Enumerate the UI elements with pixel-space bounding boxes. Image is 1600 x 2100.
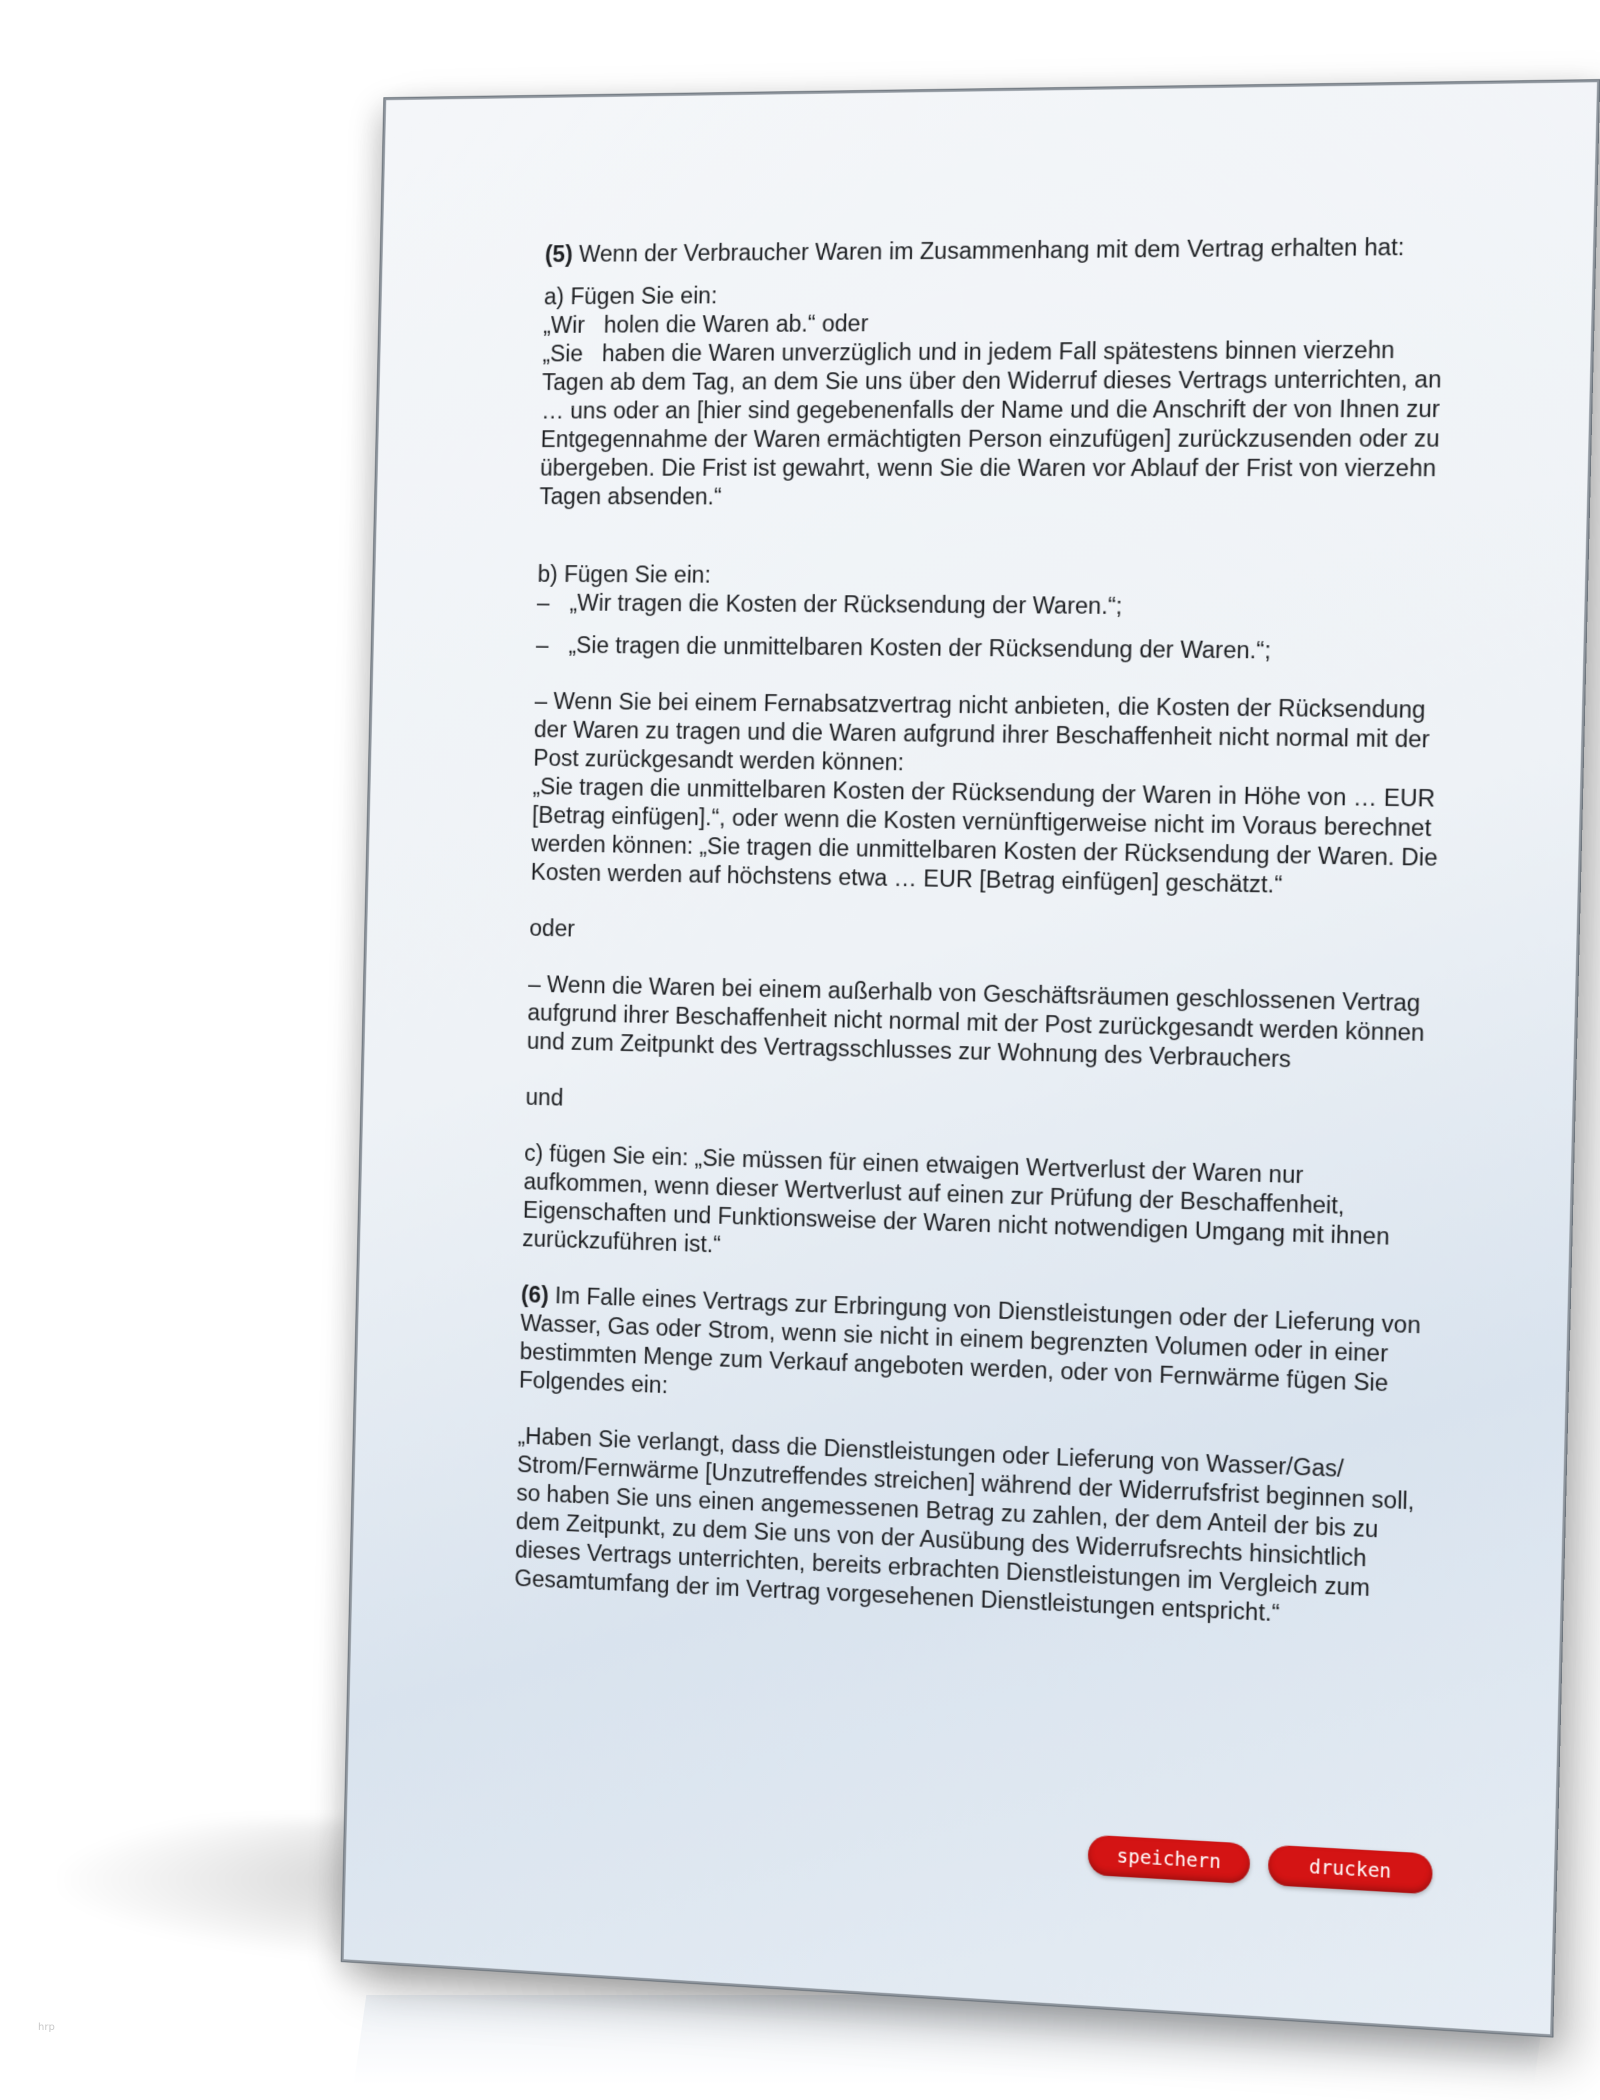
dash-bullet: – bbox=[536, 589, 550, 616]
option-a-title: a) Fügen Sie ein: bbox=[543, 282, 718, 310]
action-buttons bbox=[1088, 1835, 1433, 1895]
connector-oder: oder bbox=[529, 914, 576, 942]
dash-bullet: – bbox=[535, 631, 549, 658]
corner-watermark: hrp bbox=[38, 2022, 55, 2033]
document-body bbox=[514, 232, 1453, 1635]
section-5-intro: Wenn der Verbraucher Waren im Zusammenhang mit dem Vertrag erhalten hat: bbox=[572, 233, 1405, 267]
connector-und: und bbox=[525, 1083, 564, 1111]
save-button[interactable]: speichern bbox=[1088, 1835, 1251, 1884]
document-page bbox=[342, 80, 1600, 2036]
section-6-intro: Im Falle eines Vertrags zur Erbringung von Dienstleistungen oder der Lieferung von Wasser, Gas oder Strom, wenn sie nicht in einem begrenzten Volumen oder in einer bestimmten Menge zum Verkauf angeboten werden, oder von Fernwärme fügen Sie Folgendes ein: bbox=[518, 1282, 1422, 1399]
option-b-case-2: – Wenn die Waren bei einem außerhalb von Geschäftsräumen geschlossenen Vertrag aufgrund ihrer Beschaffenheit nicht normal mit der Post zurückgesandt werden können und zum Zeitpunkt des Vertragsschlusses zur Wohnung des Verbrauchers bbox=[526, 970, 1425, 1073]
option-a-line-2: „Sie haben die Waren unverzüglich und in jedem Fall spätestens binnen vierzehn Tagen ab dem Tag, an dem Sie uns über den Widerruf dieses Vertrags unterrichten, an … uns oder an [hier sind gegebenenfalls der Name und die Anschrift der von Ihnen zur Entgegennahme der Waren ermächtigten Person einzufügen] zurückzusenden oder zu übergeben. Die Frist ist gewahrt, wenn Sie die Waren vor Ablauf der Frist von vierzehn Tagen absenden.“ bbox=[539, 336, 1449, 510]
option-b-title: b) Fügen Sie ein: bbox=[537, 561, 712, 588]
option-c-text: c) fügen Sie ein: „Sie müssen für einen etwaigen Wertverlust der Waren nur aufkommen, wenn dieser Wertverlust auf einen zur Prüfung der Beschaffenheit, Eigenschaften und Funktionsweise der Waren nicht notwendigen Umgang mit ihnen zurückzuführen ist.“ bbox=[522, 1139, 1390, 1258]
section-6-label: (6) bbox=[520, 1281, 549, 1308]
option-b-case-1-text: „Sie tragen die unmittelbaren Kosten der Rücksendung der Waren in Höhe von … EUR [Betrag einfügen].“, oder wenn die Kosten vernünftigerweise nicht im Voraus berechnet werden können: „Sie tragen die unmittelbaren Kosten der Rücksendung der Waren. Die Kosten werden auf höchstens etwa … EUR [Betrag einfügen] geschätzt.“ bbox=[530, 773, 1439, 898]
option-a-line-1: „Wir holen die Waren ab.“ oder bbox=[543, 310, 869, 338]
option-b-item-text: „Sie tragen die unmittelbaren Kosten der Rücksendung der Waren.“; bbox=[568, 632, 1272, 664]
option-b-item bbox=[537, 589, 1445, 623]
print-button[interactable]: drucken bbox=[1268, 1845, 1433, 1895]
section-5-label: (5) bbox=[544, 241, 573, 268]
option-b-case-1: – Wenn Sie bei einem Fernabsatzvertrag nicht anbieten, die Kosten der Rücksendung der Waren zu tragen und die Waren aufgrund ihrer Beschaffenheit nicht normal mit der Post zurückgesandt werden können: bbox=[533, 687, 1431, 776]
section-6-quote: „Haben Sie verlangt, dass die Dienstleistungen oder Lieferung von Wasser/Gas/ Strom/Fernwärme [Unzutreffendes streichen] während der Widerrufsfrist beginnen soll, so haben Sie uns einen angemessenen Betrag zu zahlen, der dem Anteil der bis zu dem Zeitpunkt, zu dem Sie uns von der Ausübung des Widerrufsrechts hinsichtlich dieses Vertrags unterrichten, bereits erbrachten Dienstleistungen im Vergleich zum Gesamtumfang der im Vertrag vorgesehenen Dienstleistungen entspricht.“ bbox=[514, 1422, 1415, 1627]
option-b-item-text: „Wir tragen die Kosten der Rücksendung der Waren.“; bbox=[569, 589, 1123, 619]
